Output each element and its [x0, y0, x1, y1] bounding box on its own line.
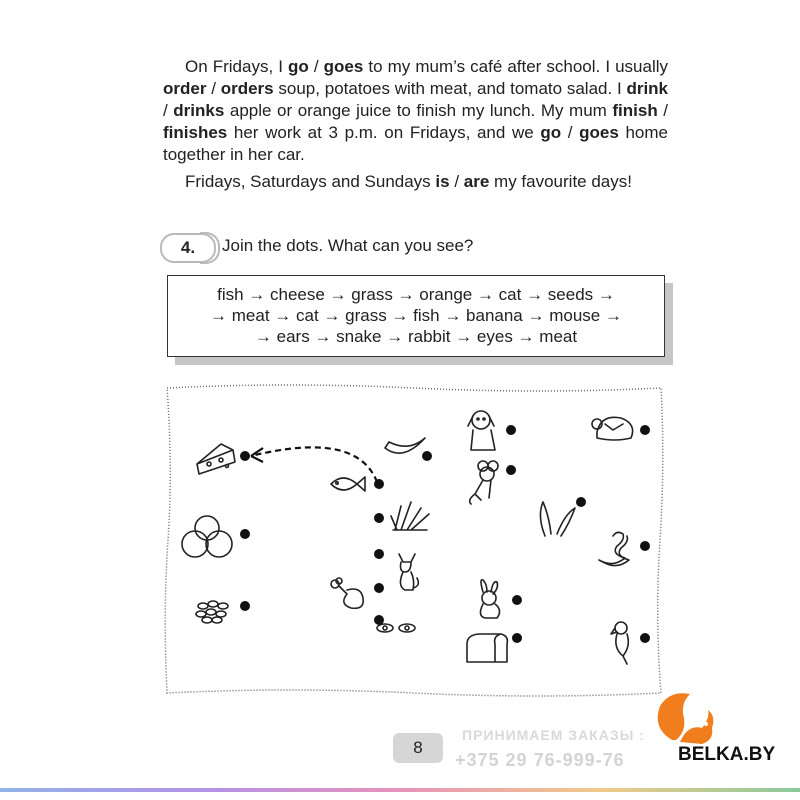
text-run: apple or orange juice to finish my lunch. My mum — [224, 101, 613, 120]
choice-go: go — [288, 57, 309, 76]
choice-is: is — [435, 172, 450, 191]
text-run: On Fridays, I — [185, 57, 289, 76]
decorative-stripe — [0, 788, 800, 792]
watermark-phone: +375 29 76-999-76 — [455, 750, 625, 770]
dot-mouse — [506, 465, 516, 475]
sequence-line-2: → meat → cat → grass → fish → banana → mouse → — [210, 306, 622, 325]
wavy-frame — [165, 385, 663, 696]
dot-grass — [374, 513, 384, 523]
choice-goes: goes — [323, 57, 364, 76]
choice-orders: orders — [220, 79, 274, 98]
task-number-badge: 4. — [160, 233, 216, 263]
choice-finishes: finishes — [163, 123, 228, 142]
word-sequence-box — [167, 275, 665, 357]
text-run: soup, potatoes with meat, and tomato salad. I — [273, 79, 627, 98]
watermark-text: ПРИНИМАЕМ ЗАКАЗЫ : — [462, 727, 645, 743]
squirrel-logo-icon — [650, 688, 780, 783]
dot-meat — [374, 583, 384, 593]
text-run: to my mum’s café after school. I usually — [363, 57, 669, 76]
sequence-line-3: → ears → snake → rabbit → eyes → meat — [254, 327, 578, 346]
choice-go: go — [540, 123, 562, 142]
dot-oranges — [240, 529, 250, 539]
dot-snake — [640, 541, 650, 551]
text-run: my favourite days! — [489, 172, 632, 191]
dot-seeds — [240, 601, 250, 611]
text-run: Fridays, Saturdays and Sundays — [185, 172, 436, 191]
text-run: home together in her car. — [163, 123, 668, 164]
dot-tortoise — [640, 425, 650, 435]
choice-drink: drink — [626, 79, 669, 98]
story-paragraph-2 — [163, 171, 668, 193]
sequence-line-1: fish → cheese → grass → orange → cat → seeds → — [217, 285, 615, 304]
text-run: her work at 3 p.m. on Fridays, and we — [227, 123, 541, 142]
task-instruction: Join the dots. What can you see? — [222, 236, 474, 255]
logo-text: BELKA.BY — [678, 744, 776, 765]
choice-goes: goes — [579, 123, 619, 142]
choice-order: order — [163, 79, 207, 98]
dot-eyes — [374, 615, 384, 625]
dot-cheese — [240, 451, 250, 461]
join-the-dots-canvas — [163, 382, 665, 699]
separator: / — [163, 101, 174, 120]
dot-dog — [506, 425, 516, 435]
dot-cat — [374, 549, 384, 559]
dot-fish — [374, 479, 384, 489]
choice-are: are — [463, 172, 490, 191]
dot-bread — [512, 633, 522, 643]
story-paragraph-1 — [163, 56, 668, 166]
choice-finish: finish — [612, 101, 658, 120]
dot-rabbit-ears — [576, 497, 586, 507]
choice-drinks: drinks — [173, 101, 225, 120]
page-number: 8 — [393, 733, 443, 763]
dot-parrot — [640, 633, 650, 643]
separator: / — [308, 57, 324, 76]
separator: / — [561, 123, 580, 142]
separator: / — [206, 79, 221, 98]
dot-rabbit — [512, 595, 522, 605]
separator: / — [657, 101, 668, 120]
dot-banana — [422, 451, 432, 461]
separator: / — [449, 172, 464, 191]
